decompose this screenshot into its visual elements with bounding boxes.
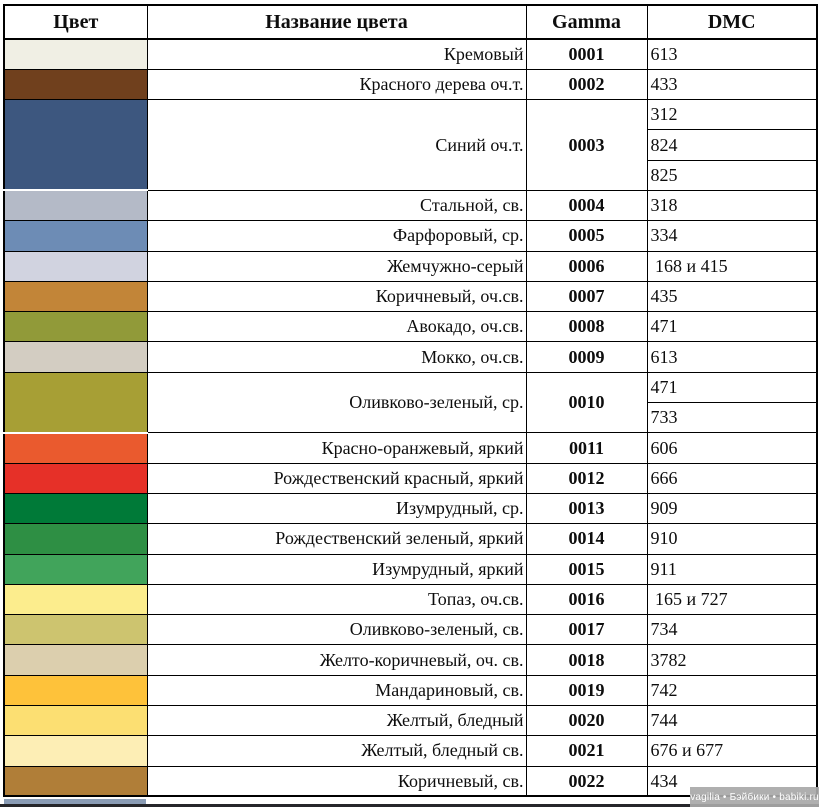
color-swatch [4,736,147,766]
color-swatch [4,524,147,554]
header-gamma: Gamma [526,5,647,39]
table-row [4,736,817,766]
gamma-code-cell: 0020 [526,706,647,736]
color-name-cell: Рождественский красный, яркий [147,463,526,493]
color-swatch [4,584,147,614]
dmc-code-cell: 165 и 727 [647,584,817,614]
table-row [4,221,817,251]
header-color: Цвет [4,5,147,39]
gamma-code-cell: 0019 [526,675,647,705]
dmc-code-cell: 825 [647,160,817,190]
color-swatch [4,433,147,463]
dmc-code-cell: 676 и 677 [647,736,817,766]
color-name-cell: Изумрудный, яркий [147,554,526,584]
gamma-code-cell: 0007 [526,281,647,311]
dmc-code-cell: 910 [647,524,817,554]
gamma-code-cell: 0017 [526,615,647,645]
color-name-cell: Красного дерева оч.т. [147,69,526,99]
color-name-cell: Синий оч.т. [147,100,526,191]
dmc-code-cell: 434 [647,766,817,796]
table-row [4,706,817,736]
gamma-code-cell: 0008 [526,312,647,342]
table-row [4,69,817,99]
color-swatch [4,645,147,675]
color-name-cell: Стальной, св. [147,190,526,220]
color-swatch [4,675,147,705]
table-row [4,433,817,463]
dmc-code-cell: 613 [647,342,817,372]
table-row [4,645,817,675]
color-name-cell: Желтый, бледный св. [147,736,526,766]
color-swatch [4,706,147,736]
color-swatch [4,615,147,645]
color-swatch [4,493,147,523]
color-name-cell: Желто-коричневый, оч. св. [147,645,526,675]
table-row [4,312,817,342]
table-body [4,39,817,796]
color-swatch [4,190,147,220]
color-swatch [4,554,147,584]
color-swatch [4,372,147,433]
color-name-cell: Фарфоровый, ср. [147,221,526,251]
gamma-code-cell: 0013 [526,493,647,523]
gamma-code-cell: 0016 [526,584,647,614]
table-row [4,342,817,372]
gamma-code-cell: 0011 [526,433,647,463]
color-name-cell: Коричневый, св. [147,766,526,796]
gamma-code-cell: 0022 [526,766,647,796]
color-swatch [4,463,147,493]
gamma-code-cell: 0006 [526,251,647,281]
color-swatch [4,251,147,281]
color-name-cell: Коричневый, оч.св. [147,281,526,311]
color-name-cell: Красно-оранжевый, яркий [147,433,526,463]
color-name-cell: Мандариновый, св. [147,675,526,705]
color-name-cell: Оливково-зеленый, ср. [147,372,526,433]
dmc-code-cell: 824 [647,130,817,160]
header-color-name: Название цвета [147,5,526,39]
dmc-code-cell: 606 [647,433,817,463]
gamma-code-cell: 0005 [526,221,647,251]
gamma-code-cell: 0015 [526,554,647,584]
table-row [4,554,817,584]
color-name-cell: Изумрудный, ср. [147,493,526,523]
gamma-code-cell: 0021 [526,736,647,766]
dmc-code-cell: 742 [647,675,817,705]
gamma-dmc-conversion-table [3,4,818,797]
dmc-code-cell: 471 [647,312,817,342]
gamma-code-cell: 0002 [526,69,647,99]
table-row [4,190,817,220]
gamma-code-cell: 0014 [526,524,647,554]
color-swatch [4,221,147,251]
color-name-cell: Жемчужно-серый [147,251,526,281]
watermark: vagilia • Бэйбики • babiki.ru [690,787,819,807]
dmc-code-cell: 911 [647,554,817,584]
table-row [4,584,817,614]
dmc-code-cell: 3782 [647,645,817,675]
gamma-code-cell: 0018 [526,645,647,675]
dmc-code-cell: 435 [647,281,817,311]
dmc-code-cell: 734 [647,615,817,645]
color-name-cell: Желтый, бледный [147,706,526,736]
gamma-code-cell: 0003 [526,100,647,191]
color-swatch [4,342,147,372]
header-row [4,5,817,39]
color-name-cell: Кремовый [147,39,526,69]
dmc-code-cell: 909 [647,493,817,523]
color-swatch [4,39,147,69]
table-row [4,524,817,554]
table-row [4,251,817,281]
dmc-code-cell: 666 [647,463,817,493]
dmc-code-cell: 312 [647,100,817,130]
gamma-code-cell: 0004 [526,190,647,220]
dmc-code-cell: 334 [647,221,817,251]
header-dmc: DMC [647,5,817,39]
color-swatch [4,312,147,342]
gamma-code-cell: 0009 [526,342,647,372]
dmc-code-cell: 733 [647,403,817,433]
color-swatch [4,100,147,191]
color-swatch [4,281,147,311]
table-row [4,100,817,130]
dmc-code-cell: 744 [647,706,817,736]
table-row [4,615,817,645]
color-name-cell: Мокко, оч.св. [147,342,526,372]
table-row [4,372,817,402]
table-row [4,39,817,69]
table-row [4,281,817,311]
dmc-code-cell: 318 [647,190,817,220]
gamma-code-cell: 0012 [526,463,647,493]
color-name-cell: Рождественский зеленый, яркий [147,524,526,554]
table-row [4,675,817,705]
color-swatch [4,69,147,99]
table-row [4,463,817,493]
dmc-code-cell: 168 и 415 [647,251,817,281]
color-name-cell: Оливково-зеленый, св. [147,615,526,645]
dmc-code-cell: 613 [647,39,817,69]
table-row [4,493,817,523]
gamma-code-cell: 0001 [526,39,647,69]
color-name-cell: Топаз, оч.св. [147,584,526,614]
dmc-code-cell: 471 [647,372,817,402]
color-swatch [4,766,147,796]
color-name-cell: Авокадо, оч.св. [147,312,526,342]
dmc-code-cell: 433 [647,69,817,99]
gamma-code-cell: 0010 [526,372,647,433]
